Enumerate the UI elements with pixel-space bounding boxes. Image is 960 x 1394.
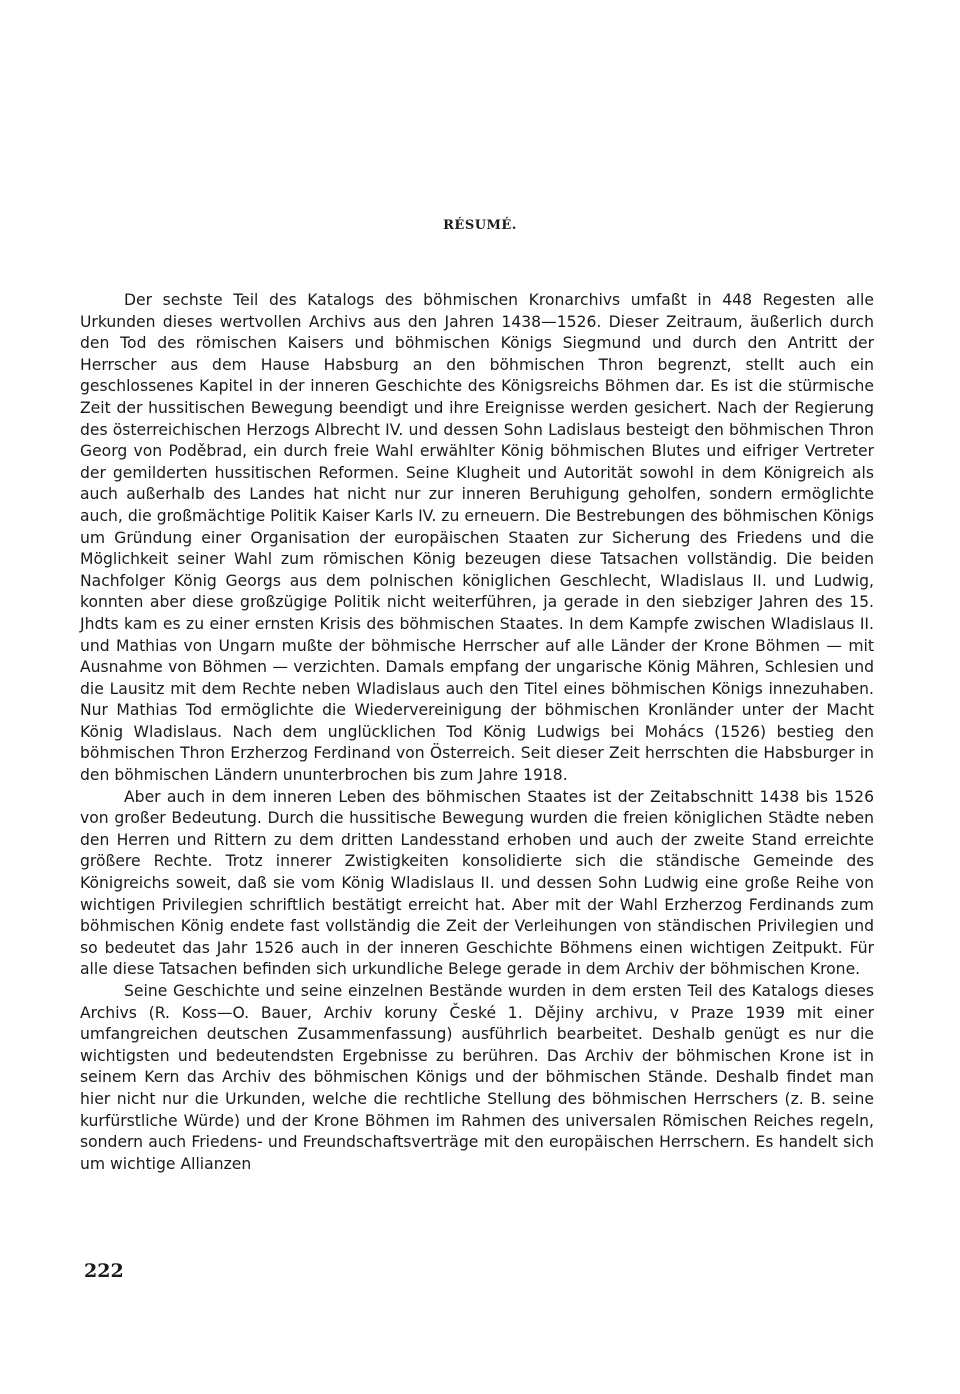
- paragraph: Aber auch in dem inneren Leben des böhmischen Staates ist der Zeitabschnitt 1438 bis 1526 von großer Bedeutung. Durch die hussitische Bewegung wurden die freien königlichen Städte neben den Herren und Rittern zu dem dritten Landesstand erhoben und auch der zweite Stand erreichte größere Rechte. Trotz innerer Zwistigkeiten konsolidierte sich die ständische Gemeinde des Königreichs soweit, daß sie vom König Wladislaus II. und dessen Sohn Ludwig eine große Reihe von wichtigen Privilegien schriftlich bestätigt erreicht hat. Aber mit der Wahl Erzherzog Ferdinands zum böhmischen König endete fast vollständig die Zeit der Verleihungen von ständischen Privilegien und so bedeutet das Jahr 1526 auch in der inneren Geschichte Böhmens einen wichtigen Zeitpukt. Für alle diese Tatsachen befinden sich urkundliche Belege gerade in dem Archiv der böhmischen Krone.: [80, 787, 874, 979]
- page-number: 222: [84, 1260, 124, 1282]
- paragraph: Seine Geschichte und seine einzelnen Bestände wurden in dem ersten Teil des Katalogs dieses Archivs (R. Koss—O. Bauer, Archiv koruny České 1. Dějiny archivu, v Praze 1939 mit einer umfangreichen deutschen Zusammenfassung) ausführlich bearbeitet. Deshalb genügt es nur die wichtigsten und bedeutendsten Ergebnisse zu berühren. Das Archiv der böhmischen Krone ist in seinem Kern das Archiv des böhmischen Königs und der böhmischen Stände. Deshalb findet man hier nicht nur die Urkunden, welche die rechtliche Stellung des böhmischen Herrschers (z. B. seine kurfürstliche Würde) und der Krone Böhmen im Rahmen des universalen Römischen Reiches regeln, sondern auch Friedens- und Freundschaftsverträge mit den europäischen Herrschern. Es handelt sich um wichtige Allianzen: [80, 982, 874, 1173]
- page-heading: RÉSUMÉ.: [443, 218, 517, 233]
- body-text: [80, 290, 874, 1175]
- paragraph: Der sechste Teil des Katalogs des böhmischen Kronarchivs umfaßt in 448 Regesten alle Urkunden dieses wertvollen Archivs aus den Jahren 1438—1526. Dieser Zeitraum, äußerlich durch den Tod des römischen Kaisers und böhmischen Königs Siegmund und durch den Antritt der Herrscher aus dem Hause Habsburg an den böhmischen Thron begrenzt, stellt auch ein geschlossenes Kapitel in der inneren Geschichte des Königsreichs Böhmen dar. Es ist die stürmische Zeit der hussitischen Bewegung beendigt und ihre Ereignisse werden gesichert. Nach der Regierung des österreichischen Herzogs Albrecht IV. und dessen Sohn Ladislaus besteigt den böhmischen Thron Georg von Poděbrad, ein durch freie Wahl erwählter König böhmischen Blutes und eifriger Vertreter der gemilderten hussitischen Reformen. Seine Klugheit und Autorität sowohl in dem Königreich als auch außerhalb des Landes hat nicht nur zur inneren Beruhigung geholfen, sondern ermöglichte auch, die großmächtige Politik Kaiser Karls IV. zu erneuern. Die Bestrebungen des böhmischen Königs um Gründung einer Organisation der europäischen Staaten zur Sicherung des Friedens und die Möglichkeit seiner Wahl zum römischen König bezeugen diese Tatsachen vollständig. Die beiden Nachfolger König Georgs aus dem polnischen königlichen Geschlecht, Wladislaus II. und Ludwig, konnten aber diese großzügige Politik nicht weiterführen, ja gerade in den siebziger Jahren des 15. Jhdts kam es zu einer ernsten Krisis des böhmischen Staates. In dem Kampfe zwischen Wladislaus II. und Mathias von Ungarn mußte der böhmische Herrscher auf alle Länder der Krone Böhmen — mit Ausnahme von Böhmen — verzichten. Damals empfang der ungarische König Mähren, Schlesien und die Lausitz mit dem Rechte neben Wladislaus auch den Titel eines böhmischen Königs innezuhaben. Nur Mathias Tod ermöglichte die Wiedervereinigung der böhmischen Kronländer unter der Macht König Wladislaus. Nach dem unglücklichen Tod König Ludwigs bei Mohács (1526) bestieg den böhmischen Thron Erzherzog Ferdinand von Österreich. Seit dieser Zeit herrschten die Habsburger in den böhmischen Ländern ununterbrochen bis zum Jahre 1918.: [80, 291, 874, 785]
